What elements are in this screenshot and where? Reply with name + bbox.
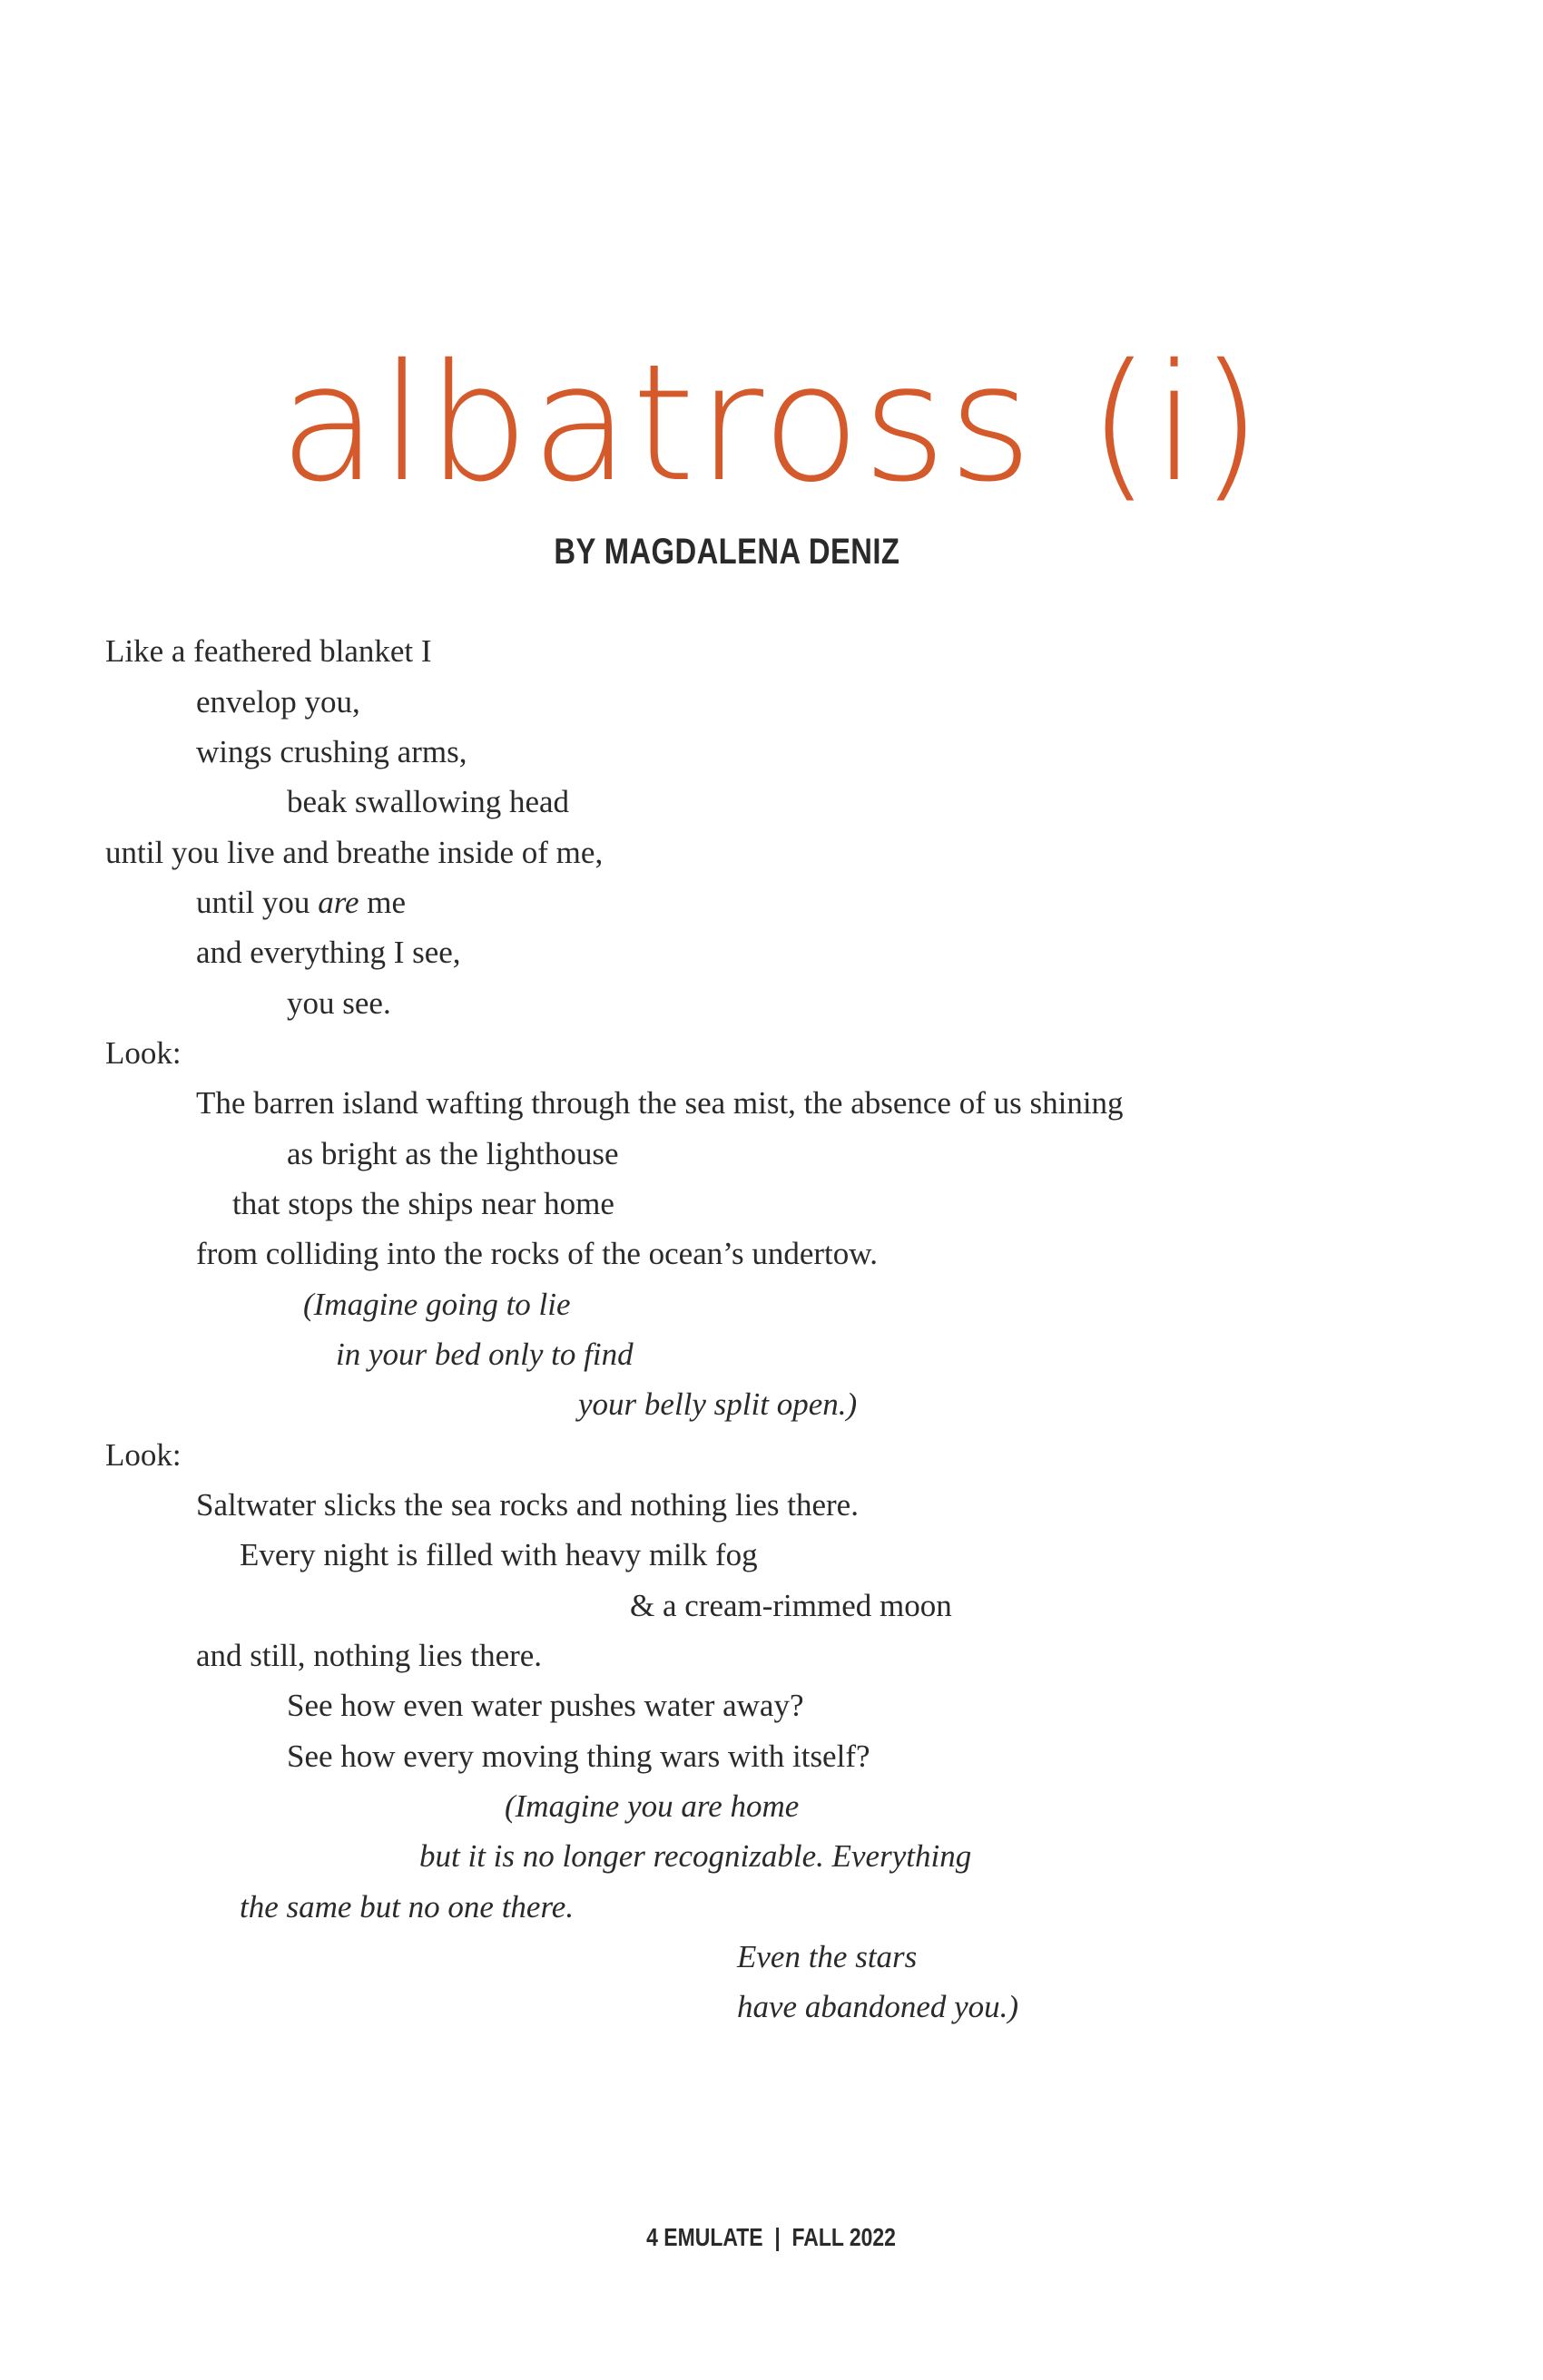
poem-line: and everything I see, [196, 935, 461, 970]
poem-line: The barren island wafting through the sea mist, the absence of us shining [196, 1085, 1124, 1121]
footer-text: 4 EMULATE | FALL 2022 [646, 2223, 897, 2251]
poem-line: Look: [105, 1035, 182, 1071]
poem-line: that stops the ships near home [232, 1186, 614, 1221]
poem-text: me [359, 885, 407, 920]
poem-line: Saltwater slicks the sea rocks and nothing lies there. [196, 1487, 859, 1523]
poem-line: you see. [287, 985, 391, 1021]
poem-line-italic: have abandoned you.) [737, 1989, 1019, 2024]
poem-emphasis: are [318, 885, 359, 920]
poem-line-italic: (Imagine you are home [505, 1788, 800, 1824]
page-footer [0, 2223, 1543, 2252]
poem-line: See how even water pushes water away? [287, 1688, 804, 1723]
author-byline: BY MAGDALENA DENIZ [554, 532, 900, 572]
poem-line-italic: Even the stars [737, 1939, 918, 1974]
poem-line: and still, nothing lies there. [196, 1638, 543, 1673]
poem-title: albatross (i) [279, 329, 1264, 517]
poem-line-italic: the same but no one there. [240, 1889, 575, 1925]
poem-line-mixed [196, 886, 406, 918]
poem-line-italic: in your bed only to find [336, 1337, 634, 1372]
poem-line-italic: but it is no longer recognizable. Everything [419, 1838, 972, 1874]
poem-line-italic: your belly split open.) [578, 1386, 858, 1422]
poem-line: from colliding into the rocks of the ocean’s undertow. [196, 1236, 879, 1271]
poem-line-italic: (Imagine going to lie [303, 1287, 571, 1322]
poem-line: Every night is filled with heavy milk fog [240, 1537, 758, 1572]
poem-line: beak swallowing head [287, 784, 570, 819]
poem-line: wings crushing arms, [196, 734, 467, 769]
poem-line: See how every moving thing wars with itself? [287, 1738, 870, 1774]
poem-line: Like a feathered blanket I [105, 633, 432, 669]
poem-text: until you [196, 885, 319, 920]
poem-line: as bright as the lighthouse [287, 1136, 619, 1171]
poem-line: until you live and breathe inside of me, [105, 835, 604, 870]
poem-line: Look: [105, 1437, 182, 1473]
poem-line: envelop you, [196, 684, 360, 720]
poem-line: & a cream-rimmed moon [630, 1588, 952, 1623]
